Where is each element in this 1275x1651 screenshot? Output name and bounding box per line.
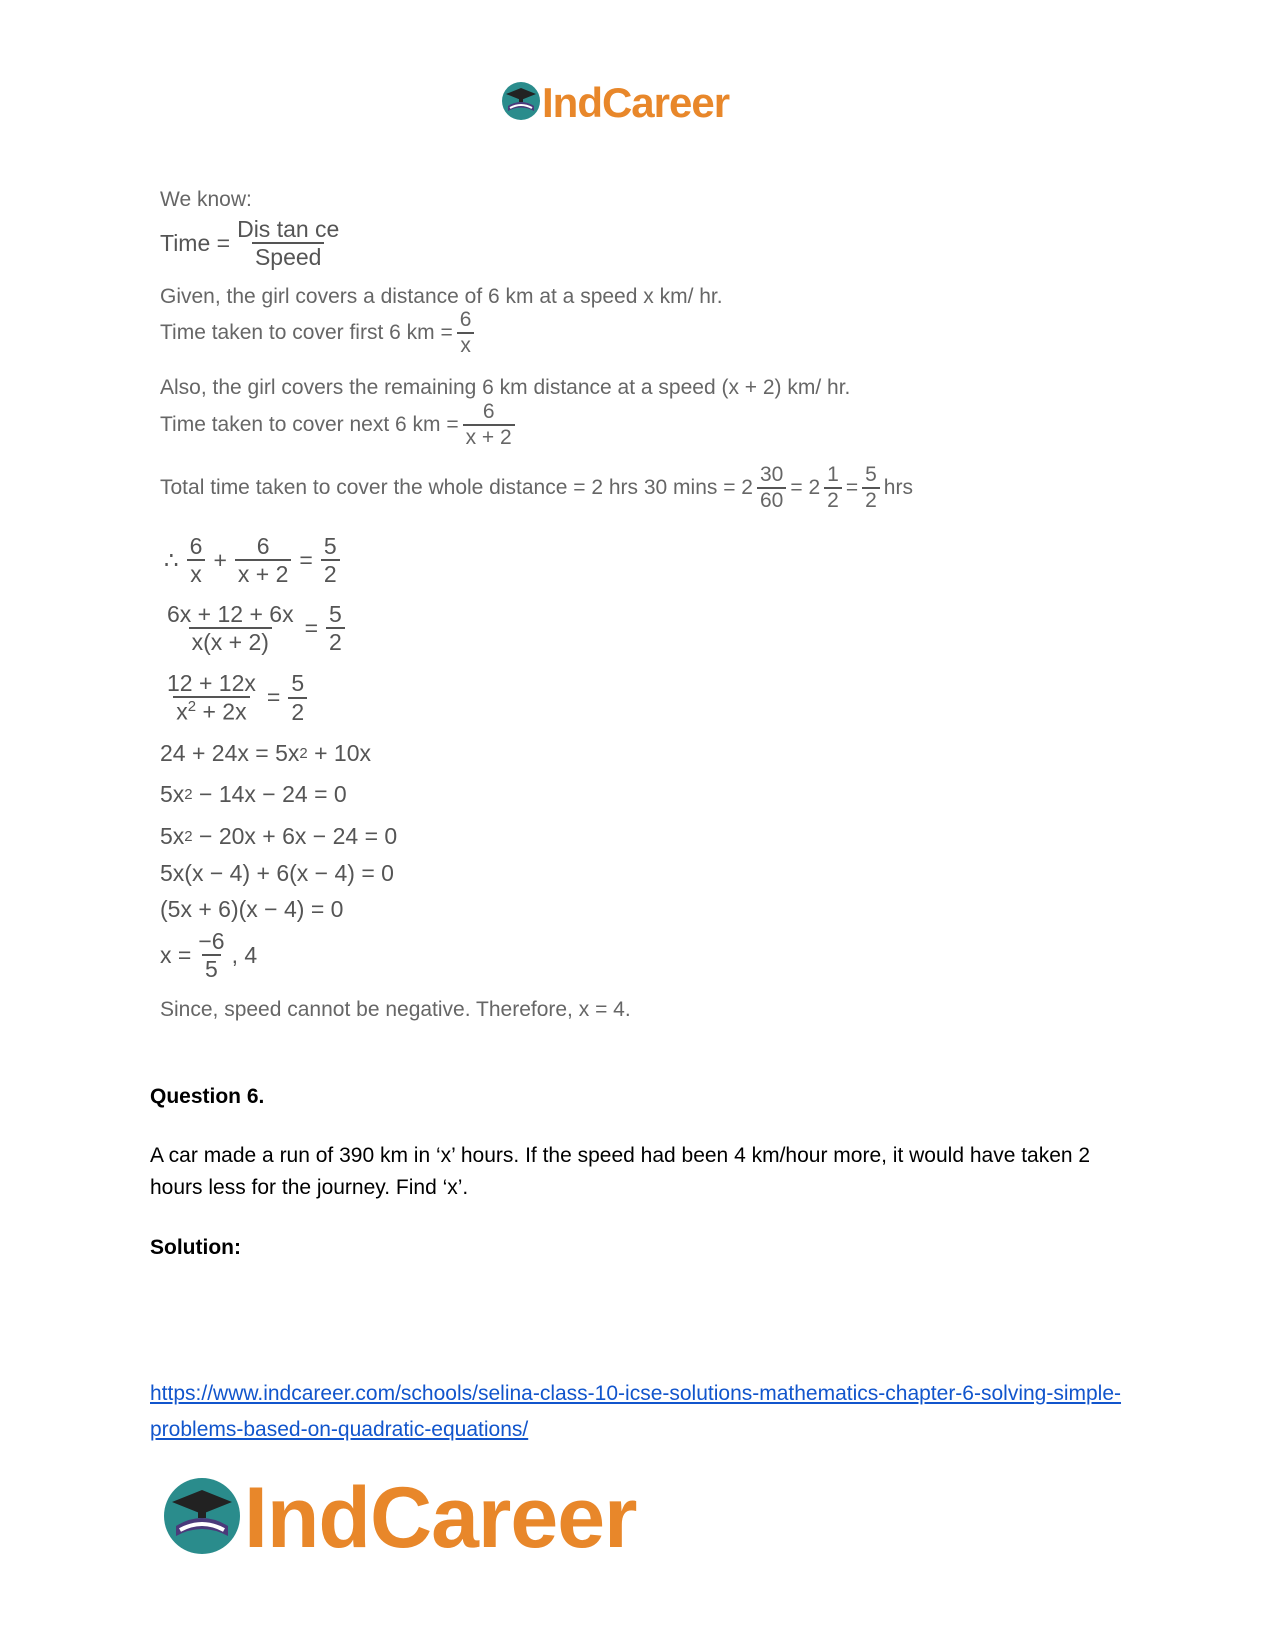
fraction: $\frac{\text{Dis tan ce}}{\text{Speed}}$ — [237, 216, 340, 271]
fraction: $\frac{6}{x + 2}$ — [235, 533, 292, 588]
equation-step-2: $\frac{6x + 12 + 6x}{x(x + 2)}$ = $\frac{5}{2}$ — [160, 601, 349, 656]
equation-step-3: $\frac{12 + 12x}{x^2 + 2x}$ = $\frac{5}{2}$ — [160, 670, 311, 726]
fraction: $\frac{6}{x}$ — [187, 533, 206, 588]
fraction: $\frac{12 + 12x}{x^2 + 2x}$ — [167, 670, 256, 726]
fraction: $\frac{-6}{5}$ — [198, 928, 225, 983]
fraction: $\frac{5}{2}$ — [321, 533, 340, 588]
fraction: $\frac{6x + 12 + 6x}{x(x + 2)}$ — [167, 601, 294, 656]
graduation-cap-book-icon — [160, 1474, 244, 1563]
equation-step-9: x = $\frac{-6}{5}$ , 4 — [160, 928, 258, 983]
fraction: $\frac{5}{2}$ — [288, 670, 307, 725]
equation-step-7: 5x(x − 4) + 6(x − 4) = 0 — [160, 860, 394, 886]
header-logo — [500, 78, 729, 128]
time-first-6km: Time taken to cover first 6 km = $\frac{6}{x}$ — [160, 308, 478, 358]
fraction: $\frac{5}{2}$ — [326, 601, 345, 656]
fraction: $\frac{5}{2}$ — [862, 463, 880, 513]
time-formula: Time = $\frac{\text{Dis tan ce}}{\text{Speed}}$ — [160, 216, 346, 271]
logo-wordmark: IndCareer — [542, 79, 730, 126]
fraction: $\frac{1}{2}$ — [824, 463, 842, 513]
equation-step-5: 5x 2 − 14x − 24 = 0 — [160, 781, 347, 807]
given-text-2: Also, the girl covers the remaining 6 km distance at a speed (x + 2) km/ hr. — [160, 376, 851, 399]
footer-logo — [160, 1468, 637, 1568]
question-title: Question 6. — [150, 1085, 265, 1108]
logo-wordmark: IndCareer — [244, 1469, 637, 1566]
solution-label: Solution: — [150, 1236, 241, 1259]
fraction: $\frac{30}{60}$ — [757, 463, 786, 513]
time-next-6km: Time taken to cover next 6 km = $\frac{6}{x + 2}$ — [160, 400, 519, 450]
conclusion-text: Since, speed cannot be negative. Therefore, x = 4. — [160, 998, 631, 1021]
equation-step-8: (5x + 6)(x − 4) = 0 — [160, 896, 344, 922]
equation-step-6: 5x 2 − 20x + 6x − 24 = 0 — [160, 823, 398, 849]
equation-step-4: 24 + 24x = 5x 2 + 10x — [160, 740, 371, 766]
total-time: Total time taken to cover the whole distance = 2 hrs 30 mins = 2 $\frac{30}{60}$ = 2 $\frac{1}{2}$ = $\frac{5}{2}$ hrs — [160, 463, 913, 513]
graduation-cap-book-icon — [500, 80, 542, 127]
fraction: $\frac{6}{x}$ — [457, 308, 475, 358]
question-text: A car made a run of 390 km in ‘x’ hours. If the speed had been 4 km/hour more, it would have taken 2 hours less for the journey. Find ‘x’. — [150, 1144, 1091, 1199]
equation-step-1: ∴ $\frac{6}{x}$ + $\frac{6}{x + 2}$ = $\frac{5}{2}$ — [160, 533, 344, 588]
given-text-1: Given, the girl covers a distance of 6 km at a speed x km/ hr. — [160, 285, 723, 308]
fraction: $\frac{6}{x + 2}$ — [463, 400, 515, 450]
intro-text: We know: — [160, 188, 252, 211]
source-link[interactable]: https://www.indcareer.com/schools/selina-class-10-icse-solutions-mathematics-chapter-6-solving-simple-problems-based-on-quadratic-equations/ — [150, 1382, 1122, 1441]
